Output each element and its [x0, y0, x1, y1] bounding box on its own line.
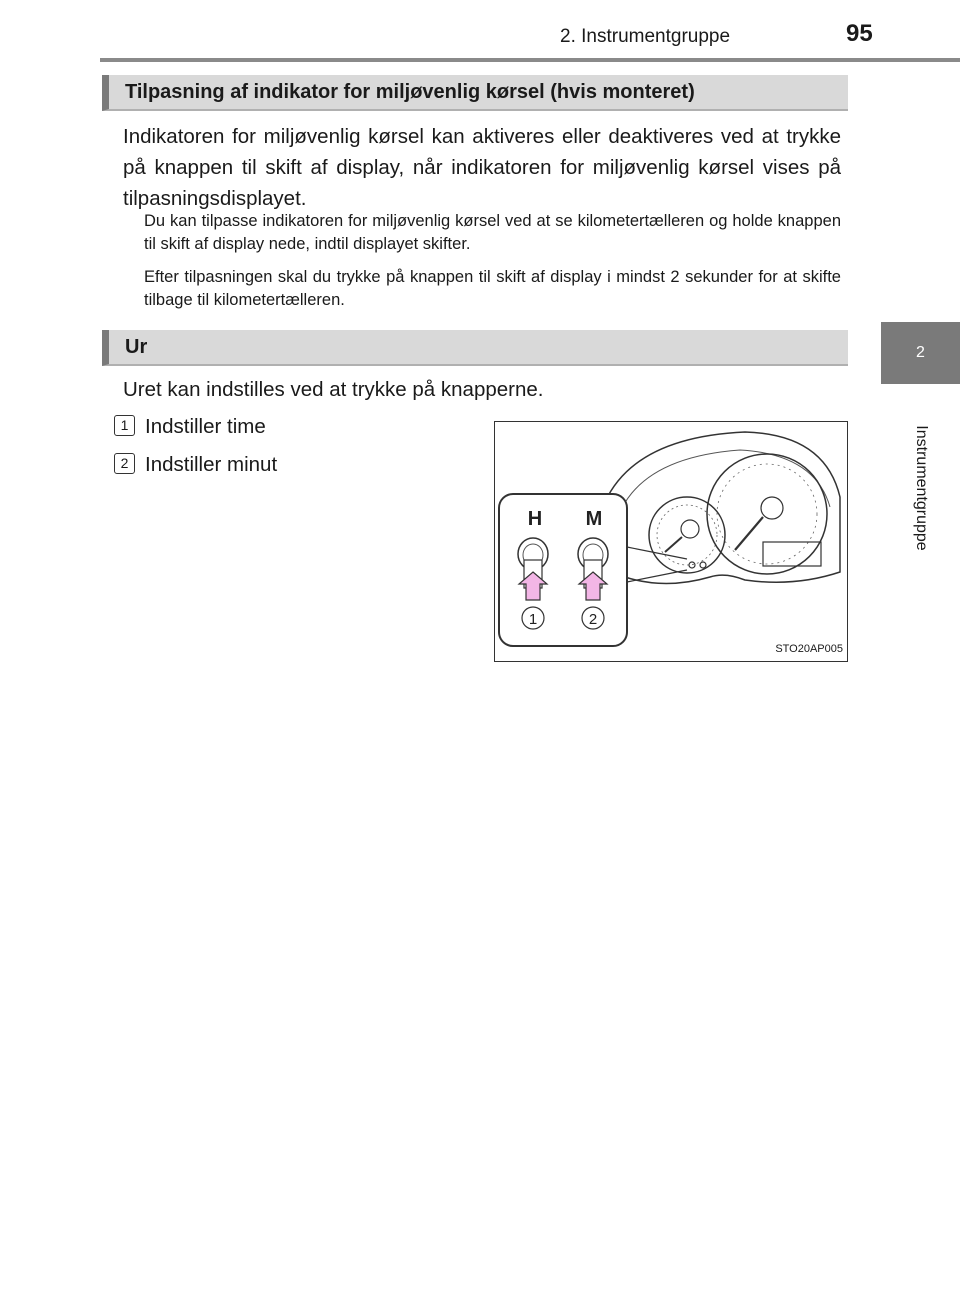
chapter-title: 2. Instrumentgruppe	[560, 26, 731, 47]
side-tab-label-box	[881, 384, 960, 592]
number-badge: 2	[114, 453, 135, 474]
page-number: 95	[846, 20, 873, 47]
header-rule	[100, 58, 960, 62]
side-tab-label: Instrumentgruppe	[912, 425, 930, 551]
side-tab-number: 2	[881, 322, 960, 384]
eco-indicator-note-2: Efter tilpasningen skal du trykke på knappen til skift af display i mindst 2 sekunder for at skifte tilbage til kilometertælleren.	[144, 268, 841, 309]
list-item-label: Indstiller minut	[145, 453, 278, 476]
figure-code: STO20AP005	[775, 643, 843, 655]
list-item	[114, 453, 277, 477]
button-m-label: M	[585, 508, 603, 530]
list-item	[114, 415, 266, 439]
eco-indicator-note-1: Du kan tilpasse indikatoren for miljøvenlig kørsel ved at se kilometertælleren og holde knappen til skift af display nede, indtil displayet skifter.	[144, 212, 841, 253]
section-heading-text: Tilpasning af indikator for miljøvenlig kørsel (hvis monteret)	[125, 81, 695, 103]
clock-buttons-illustration	[494, 421, 848, 662]
list-item-label: Indstiller time	[145, 415, 266, 438]
section-heading-text: Ur	[125, 336, 148, 358]
section-heading-clock	[102, 330, 848, 366]
button-h-label: H	[527, 508, 543, 530]
section-heading-eco-indicator	[102, 75, 848, 111]
clock-paragraph: Uret kan indstilles ved at trykke på knapperne.	[123, 378, 544, 401]
number-badge: 1	[114, 415, 135, 436]
instrument-cluster-drawing	[495, 422, 846, 660]
eco-indicator-paragraph: Indikatoren for miljøvenlig kørsel kan aktiveres eller deaktiveres ved at trykke på knappen til skift af display, når indikatoren for miljøvenlig kørsel vises på tilpasningsdisplayet.	[123, 125, 841, 210]
callout-2: 2	[588, 611, 598, 628]
callout-1: 1	[528, 611, 538, 628]
